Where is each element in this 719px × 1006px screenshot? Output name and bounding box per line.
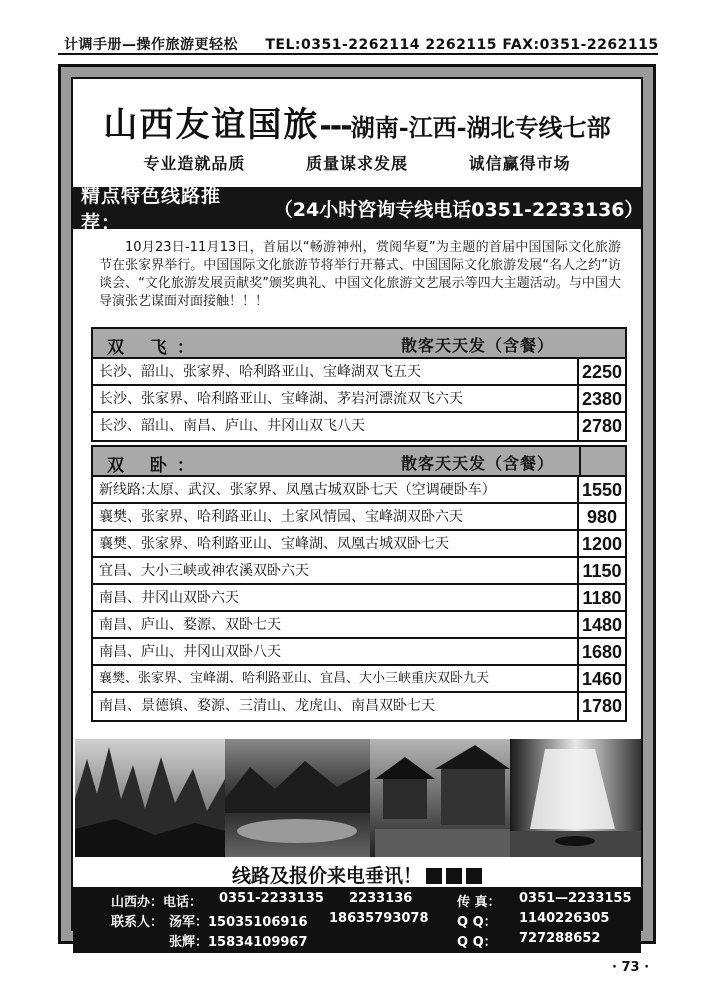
qq-number-1: 1140226305 xyxy=(519,911,610,926)
decor-block-icon xyxy=(466,868,482,884)
slogan-2: 质量谋求发展 xyxy=(305,154,408,173)
advert-panel xyxy=(71,77,644,950)
route-price: 1480 xyxy=(581,615,623,635)
slogan-3: 诚信赢得市场 xyxy=(468,154,571,173)
title-separator: --- xyxy=(319,109,351,144)
person-1-phone-2: 18635793078 xyxy=(329,911,429,926)
route-name: 新线路:太原、武汉、张家界、凤凰古城双卧七天（空调硬卧车） xyxy=(93,477,579,502)
fax-label: 传 真： xyxy=(457,895,501,910)
route-name: 南昌、庐山、井冈山双卧八天 xyxy=(93,639,579,664)
route-name: 襄樊、张家界、宝峰湖、哈利路亚山、宜昌、大小三峡重庆双卧九天 xyxy=(93,666,579,691)
route-price: 1680 xyxy=(581,642,623,662)
river-valley-photo xyxy=(225,739,370,857)
intro-text: 10月23日-11月13日，首届以“畅游神州，赏阅华夏”为主题的首届中国国际文化旅游节在张家界举行。中国国际文化旅游节将举行开幕式、中国国际文化旅游发展“名人之约”访谈会、“文化旅游发展贡献奖”颁奖典礼、中国文化旅游文艺展示等四大主题活动。与中国大导演张艺谋面对面接触！！！ xyxy=(99,240,621,309)
qq-label-2: Q Q： xyxy=(457,935,497,950)
route-name: 长沙、韶山、南昌、庐山、井冈山双飞八天 xyxy=(93,413,579,440)
intro-paragraph xyxy=(99,239,621,311)
sleeper-table-header xyxy=(93,447,625,477)
route-price: 2250 xyxy=(581,362,623,382)
sleeper-route-table xyxy=(91,445,627,722)
header-divider xyxy=(579,447,581,475)
decor-block-icon xyxy=(426,868,442,884)
slogan-1: 专业造就品质 xyxy=(143,154,246,173)
ancient-town-photo xyxy=(370,739,510,857)
header-rule xyxy=(58,53,658,55)
table-row xyxy=(93,386,625,413)
table-row xyxy=(93,477,625,504)
header-contact: TEL:0351-2262114 2262115 FAX:0351-2262115 xyxy=(265,37,659,53)
department-name: 湖南-江西-湖北专线七部 xyxy=(350,113,611,142)
table-row xyxy=(93,504,625,531)
running-header xyxy=(58,33,658,55)
office-phone-1: 0351-2233135 xyxy=(219,891,324,906)
route-name: 长沙、韶山、张家界、哈利路亚山、宝峰湖双飞五天 xyxy=(93,359,579,384)
table-row xyxy=(93,693,625,720)
table-row xyxy=(93,531,625,558)
recommend-banner xyxy=(73,185,644,234)
person-label: 联系人： xyxy=(111,915,164,930)
decor-block-icon xyxy=(446,868,462,884)
header-left: 计调手册—操作旅游更轻松 xyxy=(64,37,238,53)
advert-title xyxy=(73,97,641,146)
sleeper-category: 双 卧： xyxy=(107,456,204,476)
qq-number-2: 727288652 xyxy=(519,931,601,946)
route-price: 1460 xyxy=(581,669,623,689)
route-price: 1550 xyxy=(581,480,623,500)
mountain-peaks-photo xyxy=(75,739,225,857)
table-row xyxy=(93,585,625,612)
cta-text: 线路及报价来电垂讯！ xyxy=(231,865,422,887)
qq-label-1: Q Q： xyxy=(457,915,497,930)
fly-route-table xyxy=(91,327,627,442)
fly-category: 双 飞： xyxy=(107,338,204,358)
office-label: 山西办：电话： xyxy=(111,895,203,910)
route-name: 长沙、张家界、哈利路亚山、宝峰湖、茅岩河漂流双飞六天 xyxy=(93,386,579,411)
fly-note: 散客天天发（含餐） xyxy=(401,336,555,355)
agency-name: 山西友谊国旅 xyxy=(103,105,320,145)
banner-hotline: （24小时咨询专线电话0351-2233136） xyxy=(273,198,644,221)
person-2-phone: 张辉：15834109967 xyxy=(169,935,308,950)
fly-table-header xyxy=(93,329,625,359)
contact-box xyxy=(73,887,641,953)
banner-heading: 精点特色线路推荐： xyxy=(81,185,222,234)
route-price: 2780 xyxy=(581,416,623,436)
table-row xyxy=(93,639,625,666)
table-row xyxy=(93,413,625,440)
office-phone-2: 2233136 xyxy=(349,891,413,906)
running-header-text xyxy=(64,34,659,54)
route-name: 南昌、井冈山双卧六天 xyxy=(93,585,579,610)
waterfall-photo xyxy=(510,739,641,857)
table-row xyxy=(93,666,625,693)
table-row xyxy=(93,359,625,386)
table-row xyxy=(93,558,625,585)
route-name: 宜昌、大小三峡或神农溪双卧六天 xyxy=(93,558,579,583)
sleeper-note: 散客天天发（含餐） xyxy=(401,454,555,473)
advert-frame xyxy=(58,64,656,950)
route-price: 1780 xyxy=(581,696,623,716)
route-price: 1150 xyxy=(582,561,622,581)
route-name: 襄樊、张家界、哈利路亚山、土家风情园、宝峰湖双卧六天 xyxy=(93,504,579,529)
route-name: 南昌、景德镇、婺源、三清山、龙虎山、南昌双卧七天 xyxy=(93,693,579,720)
route-price: 980 xyxy=(586,507,618,527)
route-price: 2380 xyxy=(581,389,623,409)
slogan-row xyxy=(73,151,641,174)
table-row xyxy=(93,612,625,639)
person-1-phone: 汤军：15035106916 xyxy=(169,915,308,930)
page-number: · 73 · xyxy=(612,960,650,975)
call-to-action xyxy=(73,861,641,888)
route-price: 1180 xyxy=(582,588,622,608)
scenery-photo-strip xyxy=(75,739,641,857)
route-name: 襄樊、张家界、哈利路亚山、宝峰湖、凤凰古城双卧七天 xyxy=(93,531,579,556)
fax-number: 0351—2233155 xyxy=(519,891,632,906)
route-price: 1200 xyxy=(581,534,623,554)
route-name: 南昌、庐山、婺源、双卧七天 xyxy=(93,612,579,637)
